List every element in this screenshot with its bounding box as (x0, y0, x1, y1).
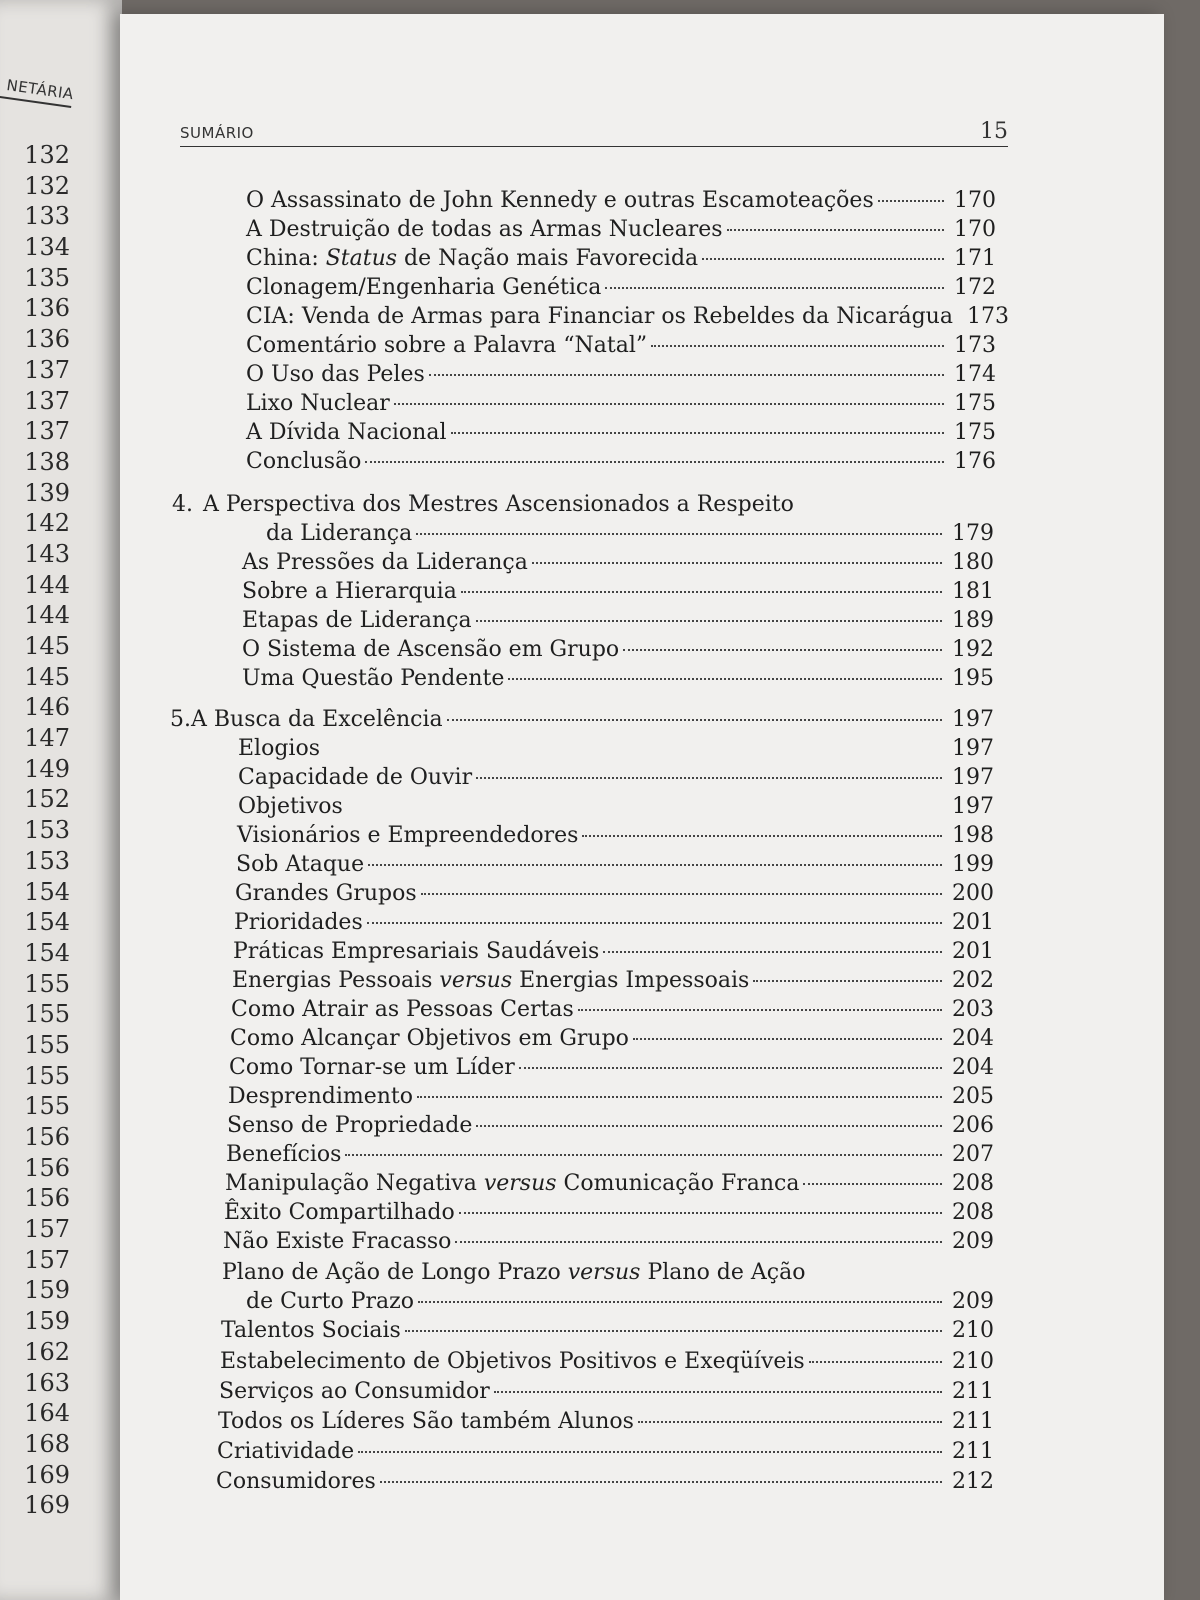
toc-entry-page: 197 (952, 794, 994, 819)
toc-entry-label: Elogios (238, 736, 320, 761)
toc-entry-page: 199 (952, 852, 994, 877)
chapter-number: 5. (170, 707, 191, 732)
left-page-number: 149 (24, 754, 70, 783)
toc-entry (246, 215, 996, 245)
left-page-number: 139 (24, 478, 70, 507)
toc-entry-label: O Uso das Peles (246, 362, 425, 387)
toc-entry-label: Êxito Compartilhado (224, 1200, 455, 1225)
left-page-number: 154 (24, 908, 70, 937)
toc-entry (238, 792, 994, 822)
leader-dots (459, 1212, 942, 1214)
toc-entry-page: 173 (954, 333, 996, 358)
toc-entry-label: Visionários e Empreendedores (237, 823, 579, 848)
leader-dots (803, 1183, 942, 1185)
left-page-number: 143 (24, 539, 70, 568)
label-part: Plano de Ação (640, 1260, 806, 1285)
label-part: Comunicação Franca (556, 1171, 800, 1196)
chapter-number: 4. (172, 492, 193, 517)
toc-entry-page: 172 (954, 275, 996, 300)
toc-entry-label: A Destruição de todas as Armas Nucleares (246, 217, 723, 242)
toc-entry-page: 204 (952, 1026, 994, 1051)
toc-entry-label: Talentos Sociais (221, 1318, 401, 1343)
label-part: de Nação mais Favorecida (397, 246, 699, 271)
left-page-number: 134 (24, 233, 70, 262)
leader-dots (358, 1451, 942, 1453)
toc-entry-page: 211 (952, 1379, 994, 1404)
toc-entry-page: 192 (952, 637, 994, 662)
leader-dots (476, 620, 942, 622)
left-page-number: 137 (24, 355, 70, 384)
leader-dots (878, 200, 944, 202)
toc-entry (237, 821, 994, 851)
toc-entry-label: Estabelecimento de Objetivos Positivos e Exeqüíveis (220, 1349, 805, 1374)
chapter-title: A Perspectiva dos Mestres Ascensionados a Respeito (203, 492, 794, 517)
toc-entry-page: 209 (952, 1289, 994, 1314)
toc-entry (231, 995, 994, 1025)
toc-entry (246, 418, 996, 448)
leader-dots (651, 345, 944, 347)
left-page-number: 145 (24, 662, 70, 691)
toc-entry-label: O Sistema de Ascensão em Grupo (242, 637, 620, 662)
left-page-number: 168 (24, 1429, 70, 1458)
left-running-head: NETÁRIA (5, 76, 75, 104)
toc-entry-label: Clonagem/Engenharia Genética (246, 275, 602, 300)
leader-dots (702, 258, 944, 260)
toc-entry (229, 1053, 994, 1083)
left-page (0, 0, 122, 1600)
left-page-number: 136 (24, 325, 70, 354)
leader-dots (727, 229, 944, 231)
toc-entry-label: Criatividade (217, 1439, 355, 1464)
leader-dots (421, 893, 942, 895)
toc-entry-label: As Pressões da Liderança (242, 550, 528, 575)
toc-entry-label: Desprendimento (228, 1084, 413, 1109)
toc-entry (221, 1316, 994, 1346)
toc-entry-page: 211 (952, 1409, 994, 1434)
leader-dots (603, 951, 942, 953)
left-page-number: 132 (24, 141, 70, 169)
toc-entry-page: 209 (952, 1229, 994, 1254)
toc-entry-page: 175 (954, 420, 996, 445)
toc-entry (246, 186, 996, 216)
left-page-number: 159 (24, 1307, 70, 1336)
toc-entry (235, 879, 994, 909)
label-part: Plano de Ação de Longo Prazo (222, 1260, 568, 1285)
leader-dots (447, 719, 942, 721)
left-page-number: 154 (24, 938, 70, 967)
toc-entry-label-continued: de Curto Prazo (246, 1289, 414, 1314)
toc-entry-label: Lixo Nuclear (246, 391, 390, 416)
table-of-contents (120, 14, 1164, 1600)
toc-entry-page: 212 (952, 1469, 994, 1494)
leader-dots (418, 1301, 942, 1303)
chapter-5-heading (170, 705, 994, 735)
leader-dots (394, 403, 944, 405)
leader-dots (429, 374, 944, 376)
leader-dots (451, 432, 944, 434)
left-page-number: 146 (24, 693, 70, 722)
toc-entry-label: O Assassinato de John Kennedy e outras Escamoteações (246, 188, 874, 213)
leader-dots (365, 461, 944, 463)
leader-dots (578, 1009, 942, 1011)
toc-entry-page: 208 (952, 1171, 994, 1196)
leader-dots (455, 1241, 942, 1243)
left-page-number: 144 (24, 570, 70, 599)
toc-entry (234, 908, 994, 938)
toc-entry-label: Prioridades (234, 910, 363, 935)
toc-entry-page: 204 (952, 1055, 994, 1080)
leader-dots (345, 1154, 942, 1156)
label-part: Manipulação Negativa (225, 1171, 484, 1196)
toc-entry-label: Conclusão (246, 449, 362, 474)
toc-entry-page: 170 (954, 188, 996, 213)
left-page-number: 169 (24, 1460, 70, 1489)
leader-dots (494, 1391, 942, 1393)
left-page-number: 132 (24, 171, 70, 200)
left-page-number: 152 (24, 785, 70, 814)
left-page-number: 135 (24, 263, 70, 292)
leader-dots (623, 649, 942, 651)
left-page-number: 133 (24, 202, 70, 231)
toc-entry (246, 1287, 994, 1317)
leader-dots (380, 1481, 942, 1483)
toc-entry-label: Não Existe Fracasso (223, 1229, 452, 1254)
toc-entry-page: 210 (952, 1318, 994, 1343)
toc-entry-page: 208 (952, 1200, 994, 1225)
label-part: Energias Pessoais (232, 968, 440, 993)
toc-entry (242, 548, 994, 578)
toc-entry-page: 181 (952, 579, 994, 604)
leader-dots (809, 1361, 942, 1363)
left-page-number: 169 (24, 1491, 70, 1520)
toc-entry-label: Objetivos (238, 794, 343, 819)
toc-entry (225, 1169, 994, 1199)
toc-entry-page: 197 (952, 765, 994, 790)
toc-entry (246, 447, 996, 477)
toc-entry (216, 1467, 994, 1497)
label-emphasis: Status (325, 246, 398, 271)
left-page-number: 157 (24, 1245, 70, 1274)
toc-entry-page: 205 (952, 1084, 994, 1109)
left-page-number: 138 (24, 447, 70, 476)
toc-entry-label: Como Atrair as Pessoas Certas (231, 997, 574, 1022)
toc-entry-page: 180 (952, 550, 994, 575)
toc-entry (246, 389, 996, 419)
toc-entry-page: 201 (952, 939, 994, 964)
toc-entry-page: 173 (966, 304, 1009, 329)
left-page-number: 159 (24, 1276, 70, 1305)
leader-dots (519, 1067, 942, 1069)
toc-entry (246, 302, 1009, 332)
leader-dots (508, 678, 942, 680)
right-page (120, 14, 1164, 1600)
toc-entry (246, 244, 996, 274)
toc-entry (233, 937, 994, 967)
toc-entry-label: Serviços ao Consumidor (219, 1379, 490, 1404)
toc-entry-label: A Dívida Nacional (246, 420, 447, 445)
left-page-number: 137 (24, 417, 70, 446)
toc-entry-page: 207 (952, 1142, 994, 1167)
toc-entry-label: Grandes Grupos (235, 881, 417, 906)
chapter-title-text: A Busca da Excelência (191, 707, 443, 732)
toc-entry (246, 360, 996, 390)
left-page-number: 155 (24, 969, 70, 998)
chapter-title-continued: da Liderança (266, 521, 413, 546)
left-page-number: 136 (24, 294, 70, 323)
toc-entry-label: Comentário sobre a Palavra “Natal” (246, 333, 648, 358)
toc-entry-page: 197 (952, 736, 994, 761)
left-page-number: 145 (24, 632, 70, 660)
chapter-page: 179 (952, 521, 994, 546)
toc-entry-page: 202 (952, 968, 994, 993)
chapter-4-heading (172, 490, 794, 520)
toc-entry-page: 170 (954, 217, 996, 242)
toc-entry (242, 577, 994, 607)
left-page-number: 164 (24, 1399, 70, 1428)
toc-entry (238, 734, 994, 764)
toc-entry (242, 635, 994, 665)
left-page-number: 147 (24, 724, 70, 753)
toc-entry-label: Capacidade de Ouvir (238, 765, 473, 790)
toc-entry (242, 606, 994, 636)
toc-entry-label: Etapas de Liderança (242, 608, 472, 633)
toc-entry-page: 174 (954, 362, 996, 387)
toc-entry (232, 966, 994, 996)
toc-entry (242, 664, 994, 694)
toc-entry-label: Benefícios (226, 1142, 342, 1167)
left-page-number: 156 (24, 1123, 70, 1151)
label-emphasis: versus (567, 1260, 641, 1285)
left-page-number: 144 (24, 601, 70, 630)
leader-dots (476, 777, 942, 779)
running-head-title: SUMÁRIO (180, 124, 254, 142)
left-page-number: 155 (24, 1030, 70, 1059)
left-page-number: 156 (24, 1153, 70, 1182)
leader-dots (417, 1096, 942, 1098)
left-page-number: 142 (24, 509, 70, 538)
toc-entry-page: 195 (952, 666, 994, 691)
toc-entry (224, 1198, 994, 1228)
label-part: China: (246, 246, 326, 271)
left-page-number: 156 (24, 1184, 70, 1213)
leader-dots (582, 835, 942, 837)
toc-entry-multiline (222, 1258, 805, 1288)
chapter-4-heading-continued (266, 519, 994, 549)
left-page-number: 155 (24, 1061, 70, 1090)
left-page-number: 153 (24, 846, 70, 875)
leader-dots (638, 1421, 942, 1423)
toc-entry (246, 273, 996, 303)
toc-entry-page: 203 (952, 997, 994, 1022)
toc-entry-label: CIA: Venda de Armas para Financiar os Rebeldes da Nicarágua (246, 304, 953, 329)
toc-entry-page: 198 (952, 823, 994, 848)
toc-entry-label: Práticas Empresariais Saudáveis (233, 939, 600, 964)
toc-entry (238, 763, 994, 793)
leader-dots (461, 591, 942, 593)
toc-entry-label: Como Tornar-se um Líder (229, 1055, 515, 1080)
left-page-number: 163 (24, 1368, 70, 1397)
leader-dots (633, 1038, 942, 1040)
toc-entry-label: Senso de Propriedade (227, 1113, 473, 1138)
toc-entry (230, 1024, 994, 1054)
label-emphasis: versus (483, 1171, 557, 1196)
toc-entry-page: 210 (952, 1349, 994, 1374)
toc-entry-page: 175 (954, 391, 996, 416)
leader-dots (532, 562, 942, 564)
toc-entry-label: Sob Ataque (236, 852, 365, 877)
toc-entry-label: Consumidores (216, 1469, 376, 1494)
leader-dots (753, 980, 942, 982)
toc-entry (223, 1227, 994, 1257)
toc-entry-page: 176 (954, 449, 996, 474)
left-page-number: 162 (24, 1337, 70, 1366)
left-page-number: 155 (24, 1000, 70, 1029)
toc-entry-page: 189 (952, 608, 994, 633)
toc-entry-label: Uma Questão Pendente (242, 666, 505, 691)
toc-entry (246, 331, 996, 361)
leader-dots (405, 1330, 942, 1332)
toc-entry-label: Sobre a Hierarquia (242, 579, 457, 604)
toc-entry (236, 850, 994, 880)
left-page-number: 154 (24, 877, 70, 906)
toc-entry-page: 211 (952, 1439, 994, 1464)
left-page-number: 155 (24, 1092, 70, 1121)
left-page-number: 153 (24, 816, 70, 845)
leader-dots (605, 287, 944, 289)
toc-entry-label: Todos os Líderes São também Alunos (218, 1409, 634, 1434)
chapter-title (170, 705, 443, 735)
leader-dots (416, 533, 942, 535)
toc-entry-label (225, 1169, 799, 1199)
toc-entry-page: 171 (954, 246, 996, 271)
toc-entry-page: 200 (952, 881, 994, 906)
toc-entry-page: 206 (952, 1113, 994, 1138)
toc-entry (228, 1082, 994, 1112)
toc-entry (220, 1347, 994, 1377)
label-part: Energias Impessoais (512, 968, 750, 993)
leader-dots (476, 1125, 942, 1127)
leader-dots (367, 922, 942, 924)
toc-entry-label (246, 244, 698, 274)
toc-entry-label: Como Alcançar Objetivos em Grupo (230, 1026, 629, 1051)
toc-entry (218, 1407, 994, 1437)
chapter-page: 197 (952, 707, 994, 732)
toc-entry (219, 1377, 994, 1407)
left-page-numbers (0, 140, 80, 1521)
toc-entry-label (232, 966, 749, 996)
leader-dots (368, 864, 942, 866)
toc-entry (227, 1111, 994, 1141)
toc-entry (226, 1140, 994, 1170)
left-page-number: 137 (24, 386, 70, 415)
label-emphasis: versus (439, 968, 513, 993)
toc-entry (217, 1437, 994, 1467)
toc-entry-page: 201 (952, 910, 994, 935)
page-number: 15 (980, 119, 1008, 144)
left-page-number: 157 (24, 1215, 70, 1244)
